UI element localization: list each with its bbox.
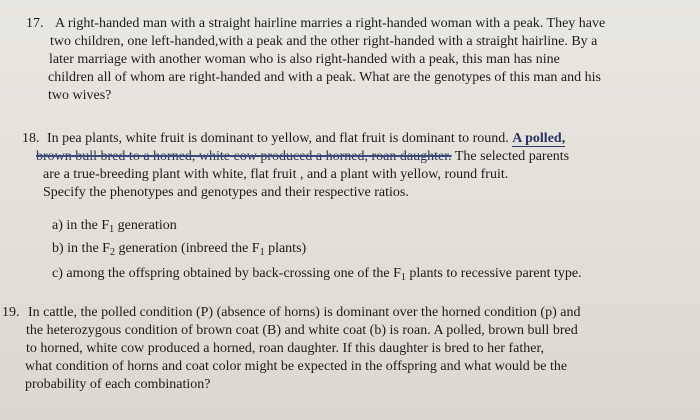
subscript: 2 xyxy=(109,247,115,258)
subscript: 1 xyxy=(259,247,265,258)
question-text-line: two wives? xyxy=(48,88,112,103)
question-part-c xyxy=(52,266,582,286)
question-text-line: A right-handed man with a straight hairline marries a right-handed woman with a peak. They have xyxy=(55,16,606,31)
part-text: generation (inbreed the F xyxy=(114,241,260,256)
question-text-line: are a true-breeding plant with white, flat fruit , and a plant with yellow, round fruit. xyxy=(43,167,509,182)
question-number: 19. xyxy=(2,305,20,320)
question-text-line: probability of each combination? xyxy=(25,377,211,392)
question-text: In pea plants, white fruit is dominant to yellow, and flat fruit is dominant to round. xyxy=(47,131,509,146)
subscript: 1 xyxy=(400,272,406,283)
question-text-line: later marriage with another woman who is also right-handed with a peak, this man has nine xyxy=(49,52,560,67)
question-number: 18. xyxy=(22,131,40,146)
question-text-line: to horned, white cow produced a horned, roan daughter. If this daughter is bred to her father, xyxy=(26,341,545,356)
question-text-line: Specify the phenotypes and genotypes and their respective ratios. xyxy=(43,185,409,200)
subscript: 1 xyxy=(109,224,115,235)
question-text-line: the heterozygous condition of brown coat (B) and white coat (b) is roan. A polled, brown bull bred xyxy=(26,323,578,338)
question-text: The selected parents xyxy=(451,149,570,164)
question-text-line: In cattle, the polled condition (P) (absence of horns) is dominant over the horned condition (p) and xyxy=(28,305,581,320)
question-text-line xyxy=(36,149,569,165)
part-text: plants) xyxy=(264,241,307,256)
handwritten-annotation: A polled, xyxy=(512,131,566,146)
question-number: 17. xyxy=(26,16,44,31)
question-text-line: what condition of horns and coat color might be expected in the offspring and what would be the xyxy=(25,359,568,374)
part-text: a) in the F xyxy=(52,218,110,233)
question-part-a xyxy=(52,218,177,238)
question-text-line: two children, one left-handed,with a peak and the other right-handed with a straight hairline. By a xyxy=(50,34,598,49)
struck-through-text: brown bull bred to a horned, white cow produced a horned, roan daughter. xyxy=(36,149,452,164)
question-part-b xyxy=(52,241,306,261)
part-text: plants to recessive parent type. xyxy=(405,266,582,281)
question-text-line xyxy=(47,131,565,147)
part-text: generation xyxy=(114,218,177,233)
part-text: b) in the F xyxy=(52,241,110,256)
part-text: c) among the offspring obtained by back-crossing one of the F xyxy=(52,266,401,281)
question-text-line: children all of whom are right-handed and with a peak. What are the genotypes of this man and his xyxy=(48,70,601,85)
